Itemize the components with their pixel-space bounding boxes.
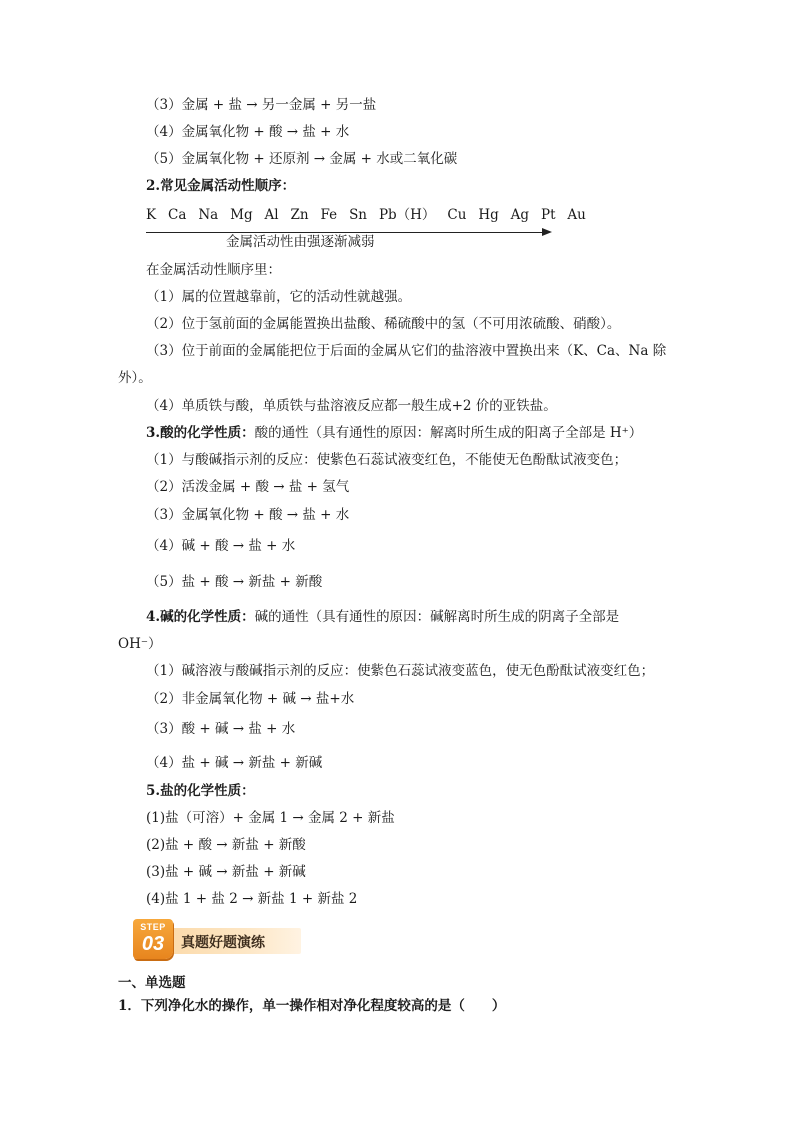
metal-symbol: Ag <box>510 207 530 223</box>
text-line: （2）活泼金属 + 酸 → 盐 + 氢气 <box>146 479 350 495</box>
text-line: （5）盐 + 酸 → 新盐 + 新酸 <box>146 574 323 590</box>
text-line: （5）金属氧化物 + 还原剂 → 金属 + 水或二氧化碳 <box>146 151 458 167</box>
text-line: （1）与酸碱指示剂的反应：使紫色石蕊试液变红色，不能使无色酚酞试液变色； <box>146 452 628 468</box>
section-heading: 2.常见金属活动性顺序： <box>146 178 296 194</box>
metal-symbol: Pb（H） <box>378 207 436 223</box>
text-line: （4）盐 + 碱 → 新盐 + 新碱 <box>146 755 323 771</box>
text-line: （3）金属氧化物 + 酸 → 盐 + 水 <box>146 507 350 523</box>
text-line: （4）金属氧化物 + 酸 → 盐 + 水 <box>146 124 350 140</box>
text-line: (3)盐 + 碱 → 新盐 + 新碱 <box>146 864 306 880</box>
metal-symbol: Pt <box>540 207 556 223</box>
text-line: （4）碱 + 酸 → 盐 + 水 <box>146 538 296 554</box>
heading-label: 3.酸的化学性质： <box>146 425 255 441</box>
section-heading <box>146 608 619 626</box>
arrow-label: 金属活动性由强逐渐减弱 <box>226 234 375 250</box>
text-line: （1）碱溶液与酸碱指示剂的反应：使紫色石蕊试液变蓝色，使无色酚酞试液变红色； <box>146 663 655 679</box>
metal-symbol: Al <box>264 207 279 223</box>
text-line: （2）非金属氧化物 + 碱 → 盐+水 <box>146 691 355 707</box>
text-line: (1)盐（可溶）+ 金属 1 → 金属 2 + 新盐 <box>146 810 395 826</box>
heading-label: 4.碱的化学性质： <box>146 609 255 625</box>
heading-text: 碱的通性（具有通性的原因：碱解离时所生成的阴离子全部是 <box>254 609 620 625</box>
heading-text: 酸的通性（具有通性的原因：解离时所生成的阳离子全部是 H⁺） <box>254 425 643 441</box>
metal-symbol: K <box>146 207 157 223</box>
metal-symbol: Fe <box>320 207 338 223</box>
metal-symbol: Zn <box>290 207 309 223</box>
question-text: 1．下列净化水的操作，单一操作相对净化程度较高的是（ ） <box>118 998 506 1014</box>
text-line: （3）金属 + 盐 → 另一金属 + 另一盐 <box>146 97 377 113</box>
text-line: (4)盐 1 + 盐 2 → 新盐 1 + 新盐 2 <box>146 891 358 907</box>
metal-symbol: Sn <box>349 207 368 223</box>
text-line: （2）位于氢前面的金属能置换出盐酸、稀硫酸中的氢（不可用浓硫酸、硝酸）。 <box>146 316 621 332</box>
question-section-heading: 一、单选题 <box>118 975 186 991</box>
text-line: （1）属的位置越靠前，它的活动性就越强。 <box>146 289 412 305</box>
step-badge <box>133 919 173 959</box>
metal-symbol: Hg <box>478 207 499 223</box>
metal-symbol: Cu <box>447 207 467 223</box>
section-heading: 5.盐的化学性质： <box>146 783 255 799</box>
metal-activity-series <box>146 206 586 224</box>
text-line: OH⁻） <box>118 636 162 652</box>
metal-symbol: Na <box>198 207 219 223</box>
text-line: (2)盐 + 酸 → 新盐 + 新酸 <box>146 837 306 853</box>
metal-symbol: Mg <box>230 207 253 223</box>
text-line: 外）。 <box>118 370 152 386</box>
text-line: （4）单质铁与酸，单质铁与盐溶液反应都一般生成+2 价的亚铁盐。 <box>146 398 557 414</box>
text-line: 在金属活动性顺序里： <box>146 262 281 278</box>
section-heading <box>146 424 642 442</box>
step-number: 03 <box>141 933 165 955</box>
metal-symbol: Ca <box>168 207 187 223</box>
text-line: （3）位于前面的金属能把位于后面的金属从它们的盐溶液中置换出来（K、Ca、Na 除 <box>146 343 667 359</box>
text-line: （3）酸 + 碱 → 盐 + 水 <box>146 721 296 737</box>
step-banner <box>133 919 301 959</box>
step-label: STEP <box>140 922 166 932</box>
arrow-right-icon <box>542 228 552 236</box>
banner-title: 真题好题演练 <box>181 935 265 951</box>
metal-symbol: Au <box>567 207 586 223</box>
